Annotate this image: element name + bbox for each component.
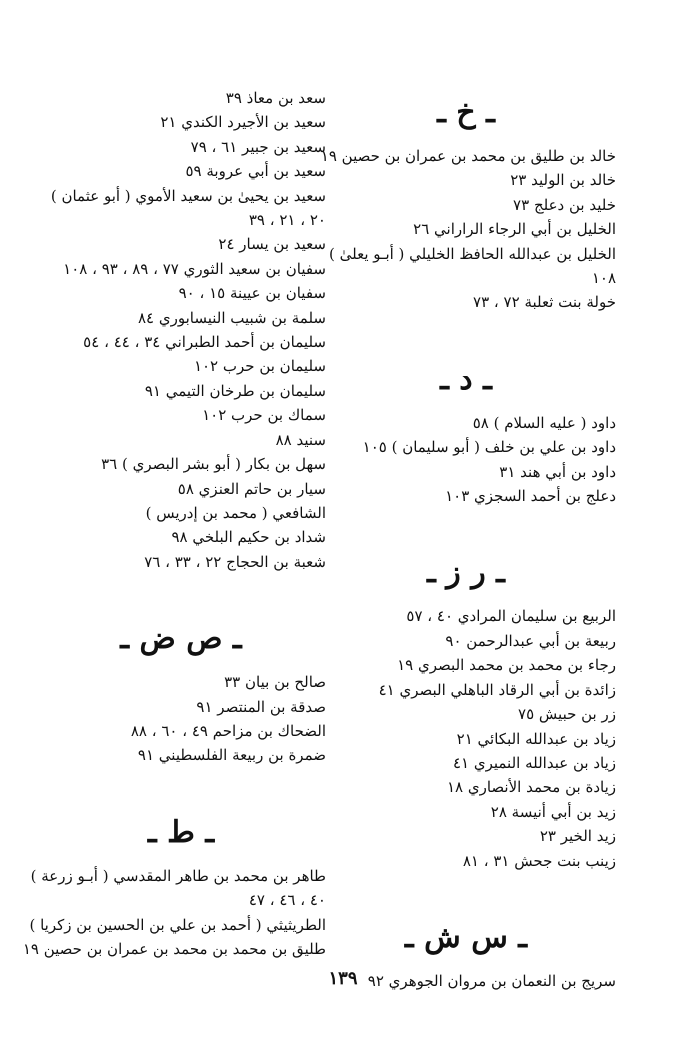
index-entry: سريج بن النعمان بن مروان الجوهري ٩٢ xyxy=(367,971,616,990)
index-entry-continuation: ٢٠ ، ٢١ ، ٣٩ xyxy=(248,211,326,230)
page-number: ١٣٩ xyxy=(328,968,358,989)
section-heading-kha: ـ خ ـ xyxy=(437,95,495,130)
index-entry: طليق بن محمد بن محمد بن عمران بن حصين ١٩ xyxy=(22,939,326,958)
index-entry: سليمان بن طرخان التيمي ٩١ xyxy=(144,381,326,400)
index-entry: سعيد بن جبير ٦١ ، ٧٩ xyxy=(190,137,326,156)
index-column-left xyxy=(22,86,326,961)
index-entry: سعيد بن الأجيرد الكندي ٢١ xyxy=(160,113,326,132)
index-entry: سليمان بن حرب ١٠٢ xyxy=(193,357,326,376)
index-entry: سعيد بن أبي عروبة ٥٩ xyxy=(185,162,326,181)
index-entry: سفيان بن سعيد الثوري ٧٧ ، ٨٩ ، ٩٣ ، ١٠٨ xyxy=(63,259,326,278)
index-entry: زيد الخير ٢٣ xyxy=(539,827,616,846)
index-entry: ربيعة بن أبي عبدالرحمن ٩٠ xyxy=(445,631,616,650)
index-entry: شعبة بن الحجاج ٢٢ ، ٣٣ ، ٧٦ xyxy=(144,552,326,571)
index-entry: سعيد بن يحيىٰ بن سعيد الأموي ( أبو عثمان ) xyxy=(50,186,326,205)
index-entry: سلمة بن شبيب النيسابوري ٨٤ xyxy=(137,308,326,327)
index-entry: زينب بنت جحش ٣١ ، ٨١ xyxy=(462,851,616,870)
index-entry: رجاء بن محمد بن محمد البصري ١٩ xyxy=(397,656,616,675)
index-entry: الخليل بن عبدالله الحافظ الخليلي ( أبـو يعلىٰ ) xyxy=(329,244,616,263)
index-entry: الربيع بن سليمان المرادي ٤٠ ، ٥٧ xyxy=(406,607,616,626)
section-heading-sin-shin: ـ س ش ـ xyxy=(404,919,528,955)
index-entry: خالد بن طليق بن محمد بن عمران بن حصين ١٩ xyxy=(320,147,616,165)
index-entry: خليد بن دعلج ٧٣ xyxy=(513,195,616,214)
index-entry: سفيان بن عيينة ١٥ ، ٩٠ xyxy=(178,284,326,303)
index-entry-continuation: ١٠٨ xyxy=(591,269,616,288)
index-entry: زيادة بن محمد الأنصاري ١٨ xyxy=(446,778,616,797)
index-entry: سليمان بن أحمد الطبراني ٣٤ ، ٤٤ ، ٥٤ xyxy=(83,333,326,352)
index-entry: دعلج بن أحمد السجزي ١٠٣ xyxy=(445,487,616,506)
index-entry: زر بن حبيش ٧٥ xyxy=(518,705,616,724)
index-entry: داود ( عليه السلام ) ٥٨ xyxy=(472,413,616,432)
index-entry: ضمرة بن ربيعة الفلسطيني ٩١ xyxy=(137,746,326,765)
index-entry: زيد بن أبي أنيسة ٢٨ xyxy=(490,802,616,821)
index-entry: سعيد بن يسار ٢٤ xyxy=(218,235,326,254)
index-entry: زائدة بن أبي الرقاد الباهلي البصري ٤١ xyxy=(378,680,616,699)
section-heading-ra-zay: ـ ر ز ـ xyxy=(427,555,505,591)
index-entry: سهل بن بكار ( أبو بشر البصري ) ٣٦ xyxy=(101,455,326,474)
index-entry: الضحاك بن مزاحم ٤٩ ، ٦٠ ، ٨٨ xyxy=(130,721,326,740)
index-entry: شداد بن حكيم البلخي ٩٨ xyxy=(171,528,326,547)
index-entry: سنيد ٨٨ xyxy=(275,430,326,449)
index-entry: سيار بن حاتم العنزي ٥٨ xyxy=(177,479,326,498)
index-entry: خولة بنت ثعلبة ٧٢ ، ٧٣ xyxy=(473,293,616,312)
index-entry: الشافعي ( محمد بن إدريس ) xyxy=(145,503,326,522)
section-heading-sad-dad: ـ ص ض ـ xyxy=(120,621,242,657)
section-heading-ta: ـ ط ـ xyxy=(147,814,215,850)
index-entry: صالح بن بيان ٣٣ xyxy=(224,673,326,692)
index-entry: زياد بن عبدالله النميري ٤١ xyxy=(452,753,616,772)
index-entry: سماك بن حرب ١٠٢ xyxy=(202,406,326,425)
index-entry: سعد بن معاذ ٣٩ xyxy=(225,89,326,107)
index-entry: طاهر بن محمد بن طاهر المقدسي ( أبـو زرعة ) xyxy=(30,866,326,885)
index-column-right xyxy=(316,82,616,993)
index-entry: زياد بن عبدالله البكائي ٢١ xyxy=(456,729,616,748)
index-entry: داود بن علي بن خلف ( أبو سليمان ) ١٠٥ xyxy=(362,438,616,457)
index-entry: داود بن أبي هند ٣١ xyxy=(499,462,616,481)
index-entry: خالد بن الوليد ٢٣ xyxy=(510,171,616,190)
index-entry-continuation: ٤٠ ، ٤٦ ، ٤٧ xyxy=(248,891,326,910)
section-heading-dal: ـ د ـ xyxy=(440,361,492,397)
index-entry: الخليل بن أبي الرجاء الراراني ٢٦ xyxy=(413,220,616,239)
index-entry: الطريثيثي ( أحمد بن علي بن الحسين بن زكريا ) xyxy=(29,915,326,934)
index-entry: صدقة بن المنتصر ٩١ xyxy=(196,697,326,716)
